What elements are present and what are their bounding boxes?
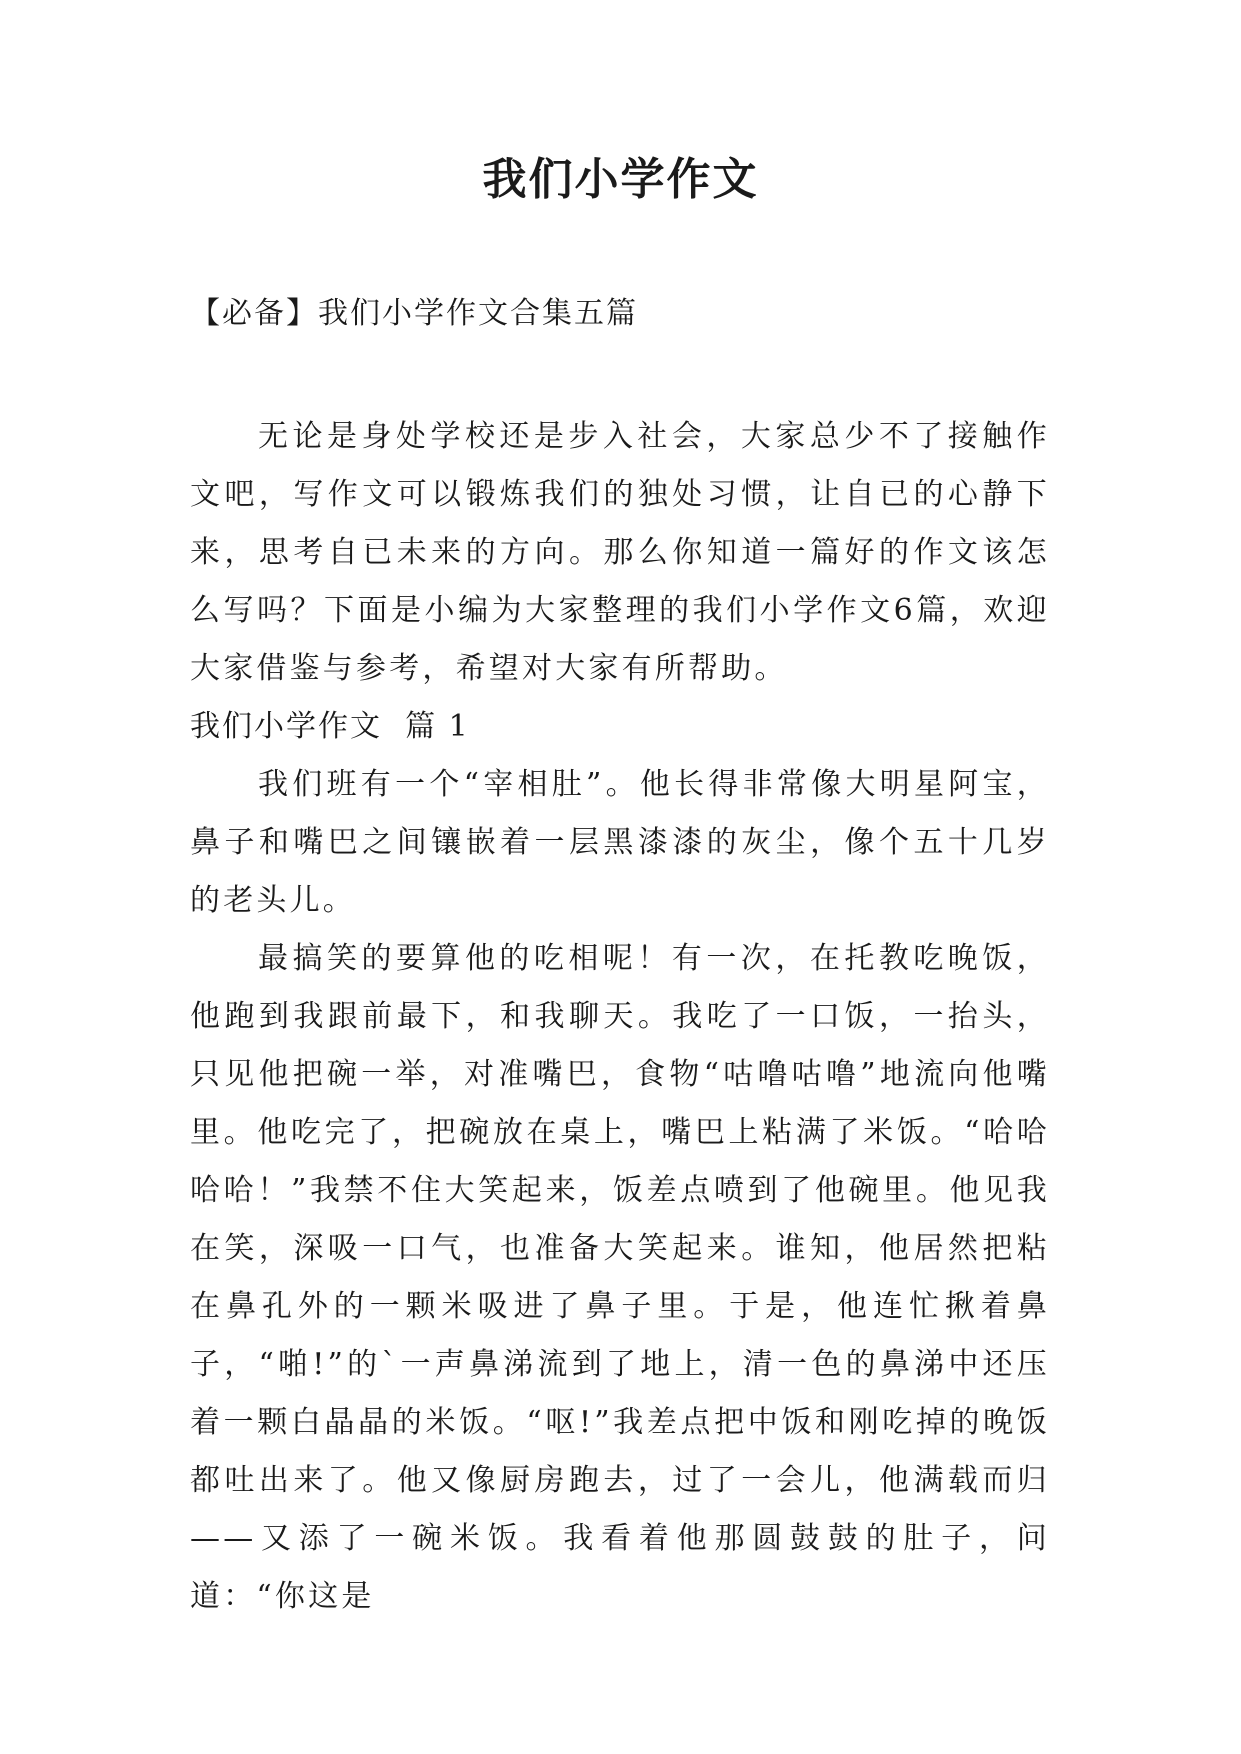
body-paragraph-1: 我们班有一个“宰相肚”。他长得非常像大明星阿宝，鼻子和嘴巴之间镶嵌着一层黑漆漆的灰尘，像个五十几岁的老头儿。 [190, 767, 1050, 918]
intro-paragraph: 无论是身处学校还是步入社会，大家总少不了接触作文吧，写作文可以锻炼我们的独处习惯，让自已的心静下来，思考自已未来的方向。那么你知道一篇好的作文该怎么写吗？下面是小编为大家整理的我们小学作文6篇，欢迎大家借鉴与参考，希望对大家有所帮助。 [190, 419, 1050, 686]
body-paragraph-2: 最搞笑的要算他的吃相呢！有一次，在托教吃晚饭，他跑到我跟前最下，和我聊天。我吃了一口饭，一抬头，只见他把碗一举，对准嘴巴，食物“咕噜咕噜”地流向他嘴里。他吃完了，把碗放在桌上，嘴巴上粘满了米饭。“哈哈哈哈！”我禁不住大笑起来，饭差点喷到了他碗里。他见我在笑，深吸一口气，也准备大笑起来。谁知，他居然把粘在鼻孔外的一颗米吸进了鼻子里。于是，他连忙揪着鼻子，“啪!”的`一声鼻涕流到了地上，清一色的鼻涕中还压着一颗白晶晶的米饭。“呕!”我差点把中饭和刚吃掉的晚饭都吐出来了。他又像厨房跑去，过了一会儿，他满载而归——又添了一碗米饭。我看着他那圆鼓鼓的肚子，问道：“你这是 [190, 941, 1050, 1614]
document-subtitle: 【必备】我们小学作文合集五篇 [190, 296, 638, 331]
document-body [190, 408, 1050, 1626]
document-title: 我们小学作文 [482, 154, 759, 205]
section-heading: 我们小学作文 篇 1 [190, 709, 470, 744]
